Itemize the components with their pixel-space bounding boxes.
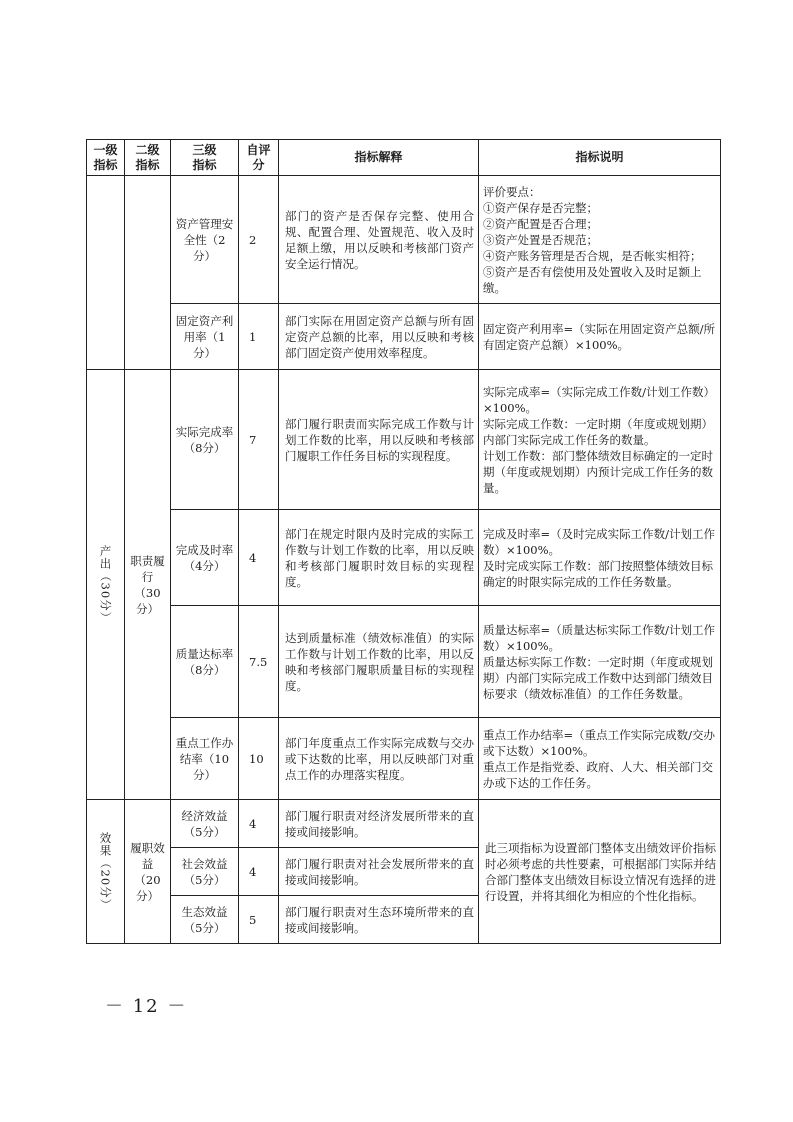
- level3-cell: 经济效益（5分）: [171, 800, 239, 848]
- score-cell: 1: [239, 304, 279, 370]
- description-cell: [479, 510, 721, 606]
- explanation-cell: 部门的资产是否保存完整、使用合规、配置合理、处置规范、收入及时足额上缴，用以反映和考核部门资产安全运行情况。: [279, 176, 479, 304]
- table-row: [87, 176, 721, 304]
- header-explanation: 指标解释: [279, 140, 479, 176]
- desc-line: 实际完成率=（实际完成工作数/计划工作数）×100%。: [483, 384, 716, 415]
- level2-effect-cell: 履职效益（20分）: [125, 800, 171, 944]
- level1-effect-cell: [87, 800, 125, 944]
- explanation-cell: 部门履行职责而实际完成工作数与计划工作数的比率，用以反映和考核部门履职工作任务目标的实现程度。: [279, 370, 479, 510]
- desc-line: 重点工作是指党委、政府、人大、相关部门交办或下达的工作任务。: [483, 759, 713, 790]
- score-cell: 4: [239, 800, 279, 848]
- explanation-cell: 部门实际在用固定资产总额与所有固定资产总额的比率，用以反映和考核部门固定资产使用效率程度。: [279, 304, 479, 370]
- desc-line: 实际完成工作数：一定时期（年度或规划期）内部门实际完成工作任务的数量。: [483, 416, 713, 447]
- desc-line: ②资产配置是否合理；: [483, 216, 598, 231]
- score-cell: 4: [239, 510, 279, 606]
- level3-cell: 实际完成率（8分）: [171, 370, 239, 510]
- description-cell: [479, 176, 721, 304]
- effect-description-cell: 此三项指标为设置部门整体支出绩效评价指标时必须考虑的共性要素，可根据部门实际并结合部门整体支出绩效目标设立情况有选择的进行设置，并将其细化为相应的个性化指标。: [479, 800, 721, 944]
- level3-cell: 生态效益（5分）: [171, 896, 239, 944]
- table-row: [87, 304, 721, 370]
- level1-cell-empty: [87, 176, 125, 370]
- level1-effect-label: 效果（20分）: [98, 831, 113, 912]
- score-cell: 7.5: [239, 606, 279, 718]
- explanation-cell: 部门在规定时限内及时完成的实际工作数与计划工作数的比率，用以反映和考核部门履职时效目标的实现程度。: [279, 510, 479, 606]
- description-cell: [479, 370, 721, 510]
- score-cell: 10: [239, 718, 279, 800]
- level1-output-cell: [87, 370, 125, 800]
- explanation-cell: 部门履行职责对经济发展所带来的直接或间接影响。: [279, 800, 479, 848]
- header-level2: 二级 指标: [125, 140, 171, 176]
- table-row: [87, 370, 721, 510]
- table-row: [87, 510, 721, 606]
- table-row: [87, 800, 721, 848]
- description-cell: [479, 606, 721, 718]
- level2-output-cell: 职责履行（30分）: [125, 370, 171, 800]
- page-number: － 12 －: [105, 996, 188, 1017]
- description-cell: [479, 718, 721, 800]
- header-self-score: 自评 分: [239, 140, 279, 176]
- level3-cell: 重点工作办结率（10分）: [171, 718, 239, 800]
- desc-line: ⑤资产是否有偿使用及处置收入及时足额上缴。: [483, 264, 702, 295]
- desc-line: 计划工作数：部门整体绩效目标确定的一定时期（年度或规划期）内预计完成工作任务的数量。: [483, 448, 713, 495]
- desc-line: ④资产账务管理是否合规，是否帐实相符；: [483, 248, 702, 263]
- explanation-cell: 部门履行职责对社会发展所带来的直接或间接影响。: [279, 848, 479, 896]
- header-level3: 三级 指标: [171, 140, 239, 176]
- level3-cell: 资产管理安全性（2分）: [171, 176, 239, 304]
- explanation-cell: 达到质量标准（绩效标准值）的实际工作数与计划工作数的比率，用以反映和考核部门履职质量目标的实现程度。: [279, 606, 479, 718]
- level3-cell: 固定资产利用率（1分）: [171, 304, 239, 370]
- score-cell: 2: [239, 176, 279, 304]
- table-row: [87, 606, 721, 718]
- desc-line: 质量达标实际工作数：一定时期（年度或规划期）内部门实际完成工作数中达到部门绩效目标要求（绩效标准值）的工作任务数量。: [483, 654, 713, 701]
- level2-cell-empty: [125, 176, 171, 370]
- header-description: 指标说明: [479, 140, 721, 176]
- score-cell: 4: [239, 848, 279, 896]
- table-row: [87, 718, 721, 800]
- evaluation-indicator-table: [86, 139, 721, 944]
- desc-line: 重点工作办结率=（重点工作实际完成数/交办或下达数）×100%。: [483, 727, 716, 758]
- desc-line: 及时完成实际工作数：部门按照整体绩效目标确定的时限实际完成的工作任务数量。: [483, 558, 713, 589]
- desc-line: 评价要点：: [483, 184, 541, 199]
- header-level1: 一级 指标: [87, 140, 125, 176]
- score-cell: 7: [239, 370, 279, 510]
- score-cell: 5: [239, 896, 279, 944]
- desc-line: 完成及时率=（及时完成实际工作数/计划工作数）×100%。: [483, 526, 716, 557]
- level3-cell: 完成及时率（4分）: [171, 510, 239, 606]
- description-cell: 固定资产利用率=（实际在用固定资产总额/所有固定资产总额）×100%。: [479, 304, 721, 370]
- level3-cell: 质量达标率（8分）: [171, 606, 239, 718]
- desc-line: ①资产保存是否完整；: [483, 200, 598, 215]
- level1-output-label: 产出（30分）: [98, 544, 113, 625]
- explanation-cell: 部门履行职责对生态环境所带来的直接或间接影响。: [279, 896, 479, 944]
- desc-line: ③资产处置是否规范；: [483, 232, 598, 247]
- table-header-row: [87, 140, 721, 176]
- desc-line: 质量达标率=（质量达标实际工作数/计划工作数）×100%。: [483, 622, 716, 653]
- level3-cell: 社会效益（5分）: [171, 848, 239, 896]
- explanation-cell: 部门年度重点工作实际完成数与交办或下达数的比率，用以反映部门对重点工作的办理落实程度。: [279, 718, 479, 800]
